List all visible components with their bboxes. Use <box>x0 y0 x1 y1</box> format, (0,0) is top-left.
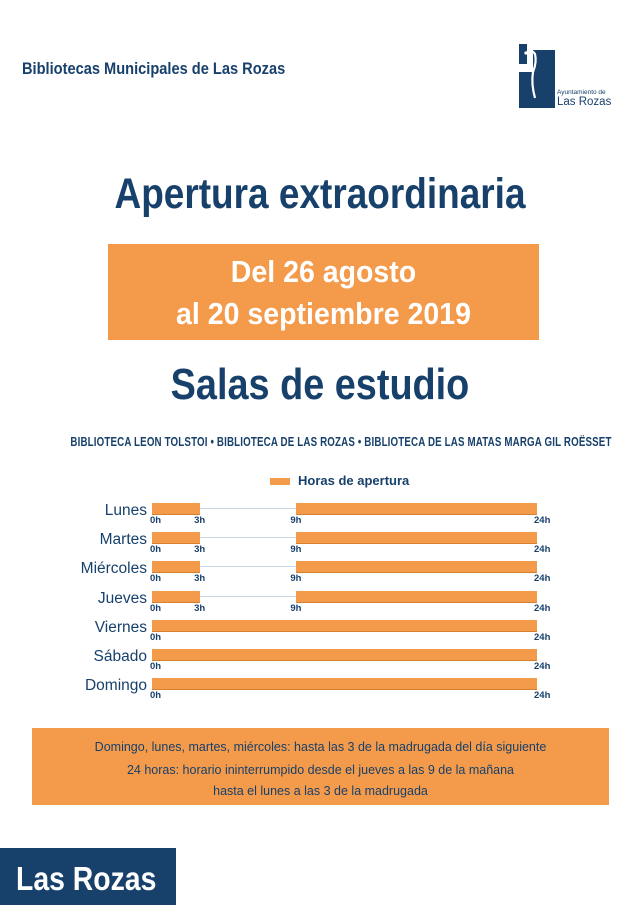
hours-bar-miercoles-1 <box>296 561 537 573</box>
tick-label-miercoles-9h: 9h <box>290 573 302 585</box>
tick-label-sabado-24h: 24h <box>534 661 551 672</box>
tick-label-miercoles-3h: 3h <box>194 573 206 585</box>
tick-label-miercoles-0h: 0h <box>150 573 162 585</box>
date-line-2: al 20 septiembre 2019 <box>176 296 471 331</box>
tick-label-jueves-24h: 24h <box>534 602 551 614</box>
footer-brand-box <box>0 848 176 905</box>
hours-bar-miercoles-0 <box>152 561 200 573</box>
ayuntamiento-logo <box>519 44 619 110</box>
notes-box <box>32 728 609 805</box>
tick-label-viernes-24h: 24h <box>534 631 551 643</box>
tick-label-martes-24h: 24h <box>534 544 551 556</box>
hours-bar-sabado-0 <box>152 649 537 661</box>
day-label-domingo: Domingo <box>84 677 147 695</box>
logo-text-las-rozas: Las Rozas <box>557 96 612 108</box>
tick-label-lunes-9h: 9h <box>290 515 302 526</box>
libraries-list: BIBLIOTECA LEON TOLSTOI • BIBLIOTECA DE LAS ROZAS • BIBLIOTECA DE LAS MATAS MARGA GIL ROËSSET <box>70 435 612 449</box>
closed-gap-martes <box>200 537 296 538</box>
page-title: Apertura extraordinaria <box>114 170 526 218</box>
tick-label-domingo-0h: 0h <box>150 690 162 702</box>
day-label-lunes: Lunes <box>104 502 147 519</box>
organization-name: Bibliotecas Municipales de Las Rozas <box>22 59 286 78</box>
tick-label-lunes-0h: 0h <box>150 515 162 526</box>
heron-logo-icon <box>519 44 555 108</box>
hours-bar-viernes-0 <box>152 620 537 632</box>
hours-bar-lunes-0 <box>152 503 200 515</box>
tick-label-lunes-24h: 24h <box>534 515 551 526</box>
day-label-sabado: Sábado <box>93 648 147 665</box>
closed-gap-jueves <box>200 596 296 597</box>
date-range-box <box>108 244 539 340</box>
closed-gap-lunes <box>200 508 296 509</box>
tick-label-jueves-0h: 0h <box>150 602 162 614</box>
tick-label-lunes-3h: 3h <box>194 515 206 526</box>
day-label-martes: Martes <box>99 531 147 549</box>
logo-text-ayuntamiento: Ayuntamiento de <box>557 89 606 96</box>
tick-label-domingo-24h: 24h <box>534 690 551 702</box>
tick-label-sabado-0h: 0h <box>150 661 162 672</box>
tick-label-martes-3h: 3h <box>194 544 206 556</box>
hours-bar-jueves-1 <box>296 591 537 603</box>
tick-label-viernes-0h: 0h <box>150 631 162 643</box>
hours-bar-lunes-1 <box>296 503 537 515</box>
footer-brand: Las Rozas <box>16 860 157 897</box>
note-line-2: 24 horas: horario ininterrumpido desde el jueves a las 9 de la mañana <box>126 763 515 777</box>
hours-bar-jueves-0 <box>152 591 200 603</box>
note-line-1: Domingo, lunes, martes, miércoles: hasta las 3 de la madrugada del día siguiente <box>94 740 547 754</box>
day-label-jueves: Jueves <box>97 589 147 607</box>
subtitle: Salas de estudio <box>170 360 470 409</box>
tick-label-jueves-9h: 9h <box>290 602 302 614</box>
legend-swatch <box>270 478 290 485</box>
day-label-miercoles: Miércoles <box>80 560 147 578</box>
date-line-1: Del 26 agosto <box>230 254 417 289</box>
hours-bar-martes-1 <box>296 532 537 544</box>
hours-bar-martes-0 <box>152 532 200 544</box>
tick-label-martes-0h: 0h <box>150 544 162 556</box>
legend-label: Horas de apertura <box>298 473 410 488</box>
closed-gap-miercoles <box>200 566 296 567</box>
day-label-viernes: Viernes <box>94 618 147 636</box>
hours-bar-domingo-0 <box>152 678 537 690</box>
tick-label-martes-9h: 9h <box>290 544 302 556</box>
tick-label-jueves-3h: 3h <box>194 602 206 614</box>
note-line-3: hasta el lunes a las 3 de la madrugada <box>213 784 428 798</box>
tick-label-miercoles-24h: 24h <box>534 573 551 585</box>
